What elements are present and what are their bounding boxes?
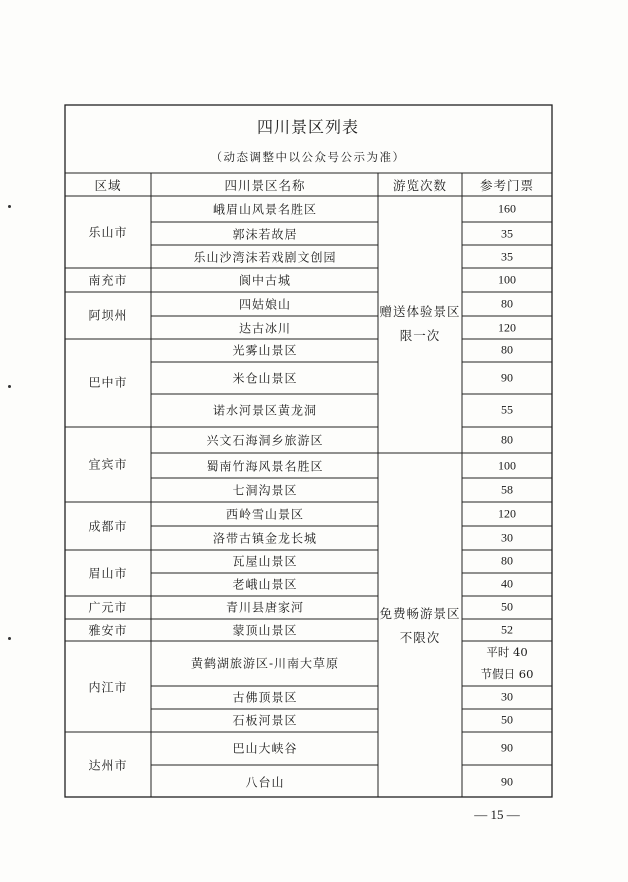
region-cell: 雅安市 bbox=[88, 623, 128, 638]
price-cell: 35 bbox=[501, 226, 513, 241]
price-cell: 30 bbox=[501, 530, 513, 545]
price-cell: 100 bbox=[498, 458, 516, 473]
price-cell: 55 bbox=[501, 402, 513, 417]
scenic-name-cell: 瓦屋山景区 bbox=[232, 554, 298, 569]
region-cell: 达州市 bbox=[88, 758, 128, 773]
region-cell: 眉山市 bbox=[88, 566, 128, 581]
scenic-name-cell: 米仓山景区 bbox=[232, 371, 298, 386]
price-cell: 160 bbox=[498, 201, 516, 216]
header-region: 区域 bbox=[94, 178, 122, 193]
scenic-name-cell: 西岭雪山景区 bbox=[225, 507, 305, 522]
region-cell: 巴中市 bbox=[88, 375, 128, 390]
price-cell-weekday: 平时 40 bbox=[486, 645, 528, 659]
scenic-name-cell: 峨眉山风景名胜区 bbox=[212, 202, 318, 217]
price-cell: 80 bbox=[501, 342, 513, 357]
scenic-name-cell: 巴山大峡谷 bbox=[232, 741, 298, 756]
scenic-name-cell: 石板河景区 bbox=[232, 713, 298, 728]
scenic-name-cell: 古佛顶景区 bbox=[232, 690, 298, 705]
scenic-name-cell: 蜀南竹海风景名胜区 bbox=[206, 459, 324, 474]
price-cell: 52 bbox=[501, 622, 513, 637]
scenic-name-cell: 乐山沙湾沫若戏剧文创园 bbox=[193, 250, 337, 265]
price-cell: 50 bbox=[501, 712, 513, 727]
price-cell: 80 bbox=[501, 553, 513, 568]
region-cell: 乐山市 bbox=[88, 225, 128, 240]
scenic-name-cell: 郭沫若故居 bbox=[232, 227, 298, 242]
price-cell: 100 bbox=[498, 272, 516, 287]
scenic-name-cell: 四姑娘山 bbox=[238, 297, 292, 312]
region-cell: 阿坝州 bbox=[88, 308, 128, 323]
price-cell: 30 bbox=[501, 689, 513, 704]
visits-note-gift: 赠送体验景区限一次 bbox=[379, 304, 461, 343]
scenic-name-cell: 诺水河景区黄龙洞 bbox=[212, 403, 318, 418]
price-cell: 120 bbox=[498, 320, 516, 335]
price-cell: 50 bbox=[501, 599, 513, 614]
page-number: — 15 — bbox=[474, 807, 520, 822]
header-scenic-name: 四川景区名称 bbox=[224, 178, 306, 193]
scenic-name-cell: 阆中古城 bbox=[238, 273, 292, 288]
price-cell: 80 bbox=[501, 296, 513, 311]
table-subtitle: （动态调整中以公众号公示为准） bbox=[210, 150, 406, 164]
price-cell: 35 bbox=[501, 249, 513, 264]
scenic-name-cell: 黄鹤湖旅游区-川南大草原 bbox=[190, 656, 340, 671]
scenic-name-cell: 光雾山景区 bbox=[232, 343, 298, 358]
price-cell: 80 bbox=[501, 432, 513, 447]
price-cell: 90 bbox=[501, 774, 513, 789]
scenic-name-cell: 青川县唐家河 bbox=[225, 600, 305, 615]
header-price: 参考门票 bbox=[479, 178, 535, 193]
visits-note-free: 免费畅游景区不限次 bbox=[379, 606, 461, 645]
region-cell: 广元市 bbox=[88, 600, 128, 615]
scenic-name-cell: 老峨山景区 bbox=[232, 577, 298, 592]
price-cell: 90 bbox=[501, 370, 513, 385]
scenic-name-cell: 达古冰川 bbox=[238, 321, 292, 336]
price-cell: 40 bbox=[501, 576, 513, 591]
scenic-name-cell: 蒙顶山景区 bbox=[232, 623, 298, 638]
header-visits: 游览次数 bbox=[392, 178, 448, 193]
scenic-name-cell: 八台山 bbox=[245, 775, 285, 790]
price-cell: 90 bbox=[501, 740, 513, 755]
region-cell: 南充市 bbox=[88, 273, 128, 288]
scenic-name-cell: 兴文石海洞乡旅游区 bbox=[206, 433, 324, 448]
region-cell: 内江市 bbox=[88, 680, 128, 695]
scenic-name-cell: 七洞沟景区 bbox=[232, 483, 298, 498]
table-title: 四川景区列表 bbox=[256, 117, 360, 137]
region-cell: 成都市 bbox=[88, 519, 128, 534]
region-cell: 宜宾市 bbox=[88, 457, 128, 472]
price-cell-holiday: 节假日 60 bbox=[480, 667, 534, 681]
price-cell: 120 bbox=[498, 506, 516, 521]
scenic-name-cell: 洛带古镇金龙长城 bbox=[212, 531, 318, 546]
price-cell: 58 bbox=[501, 482, 513, 497]
